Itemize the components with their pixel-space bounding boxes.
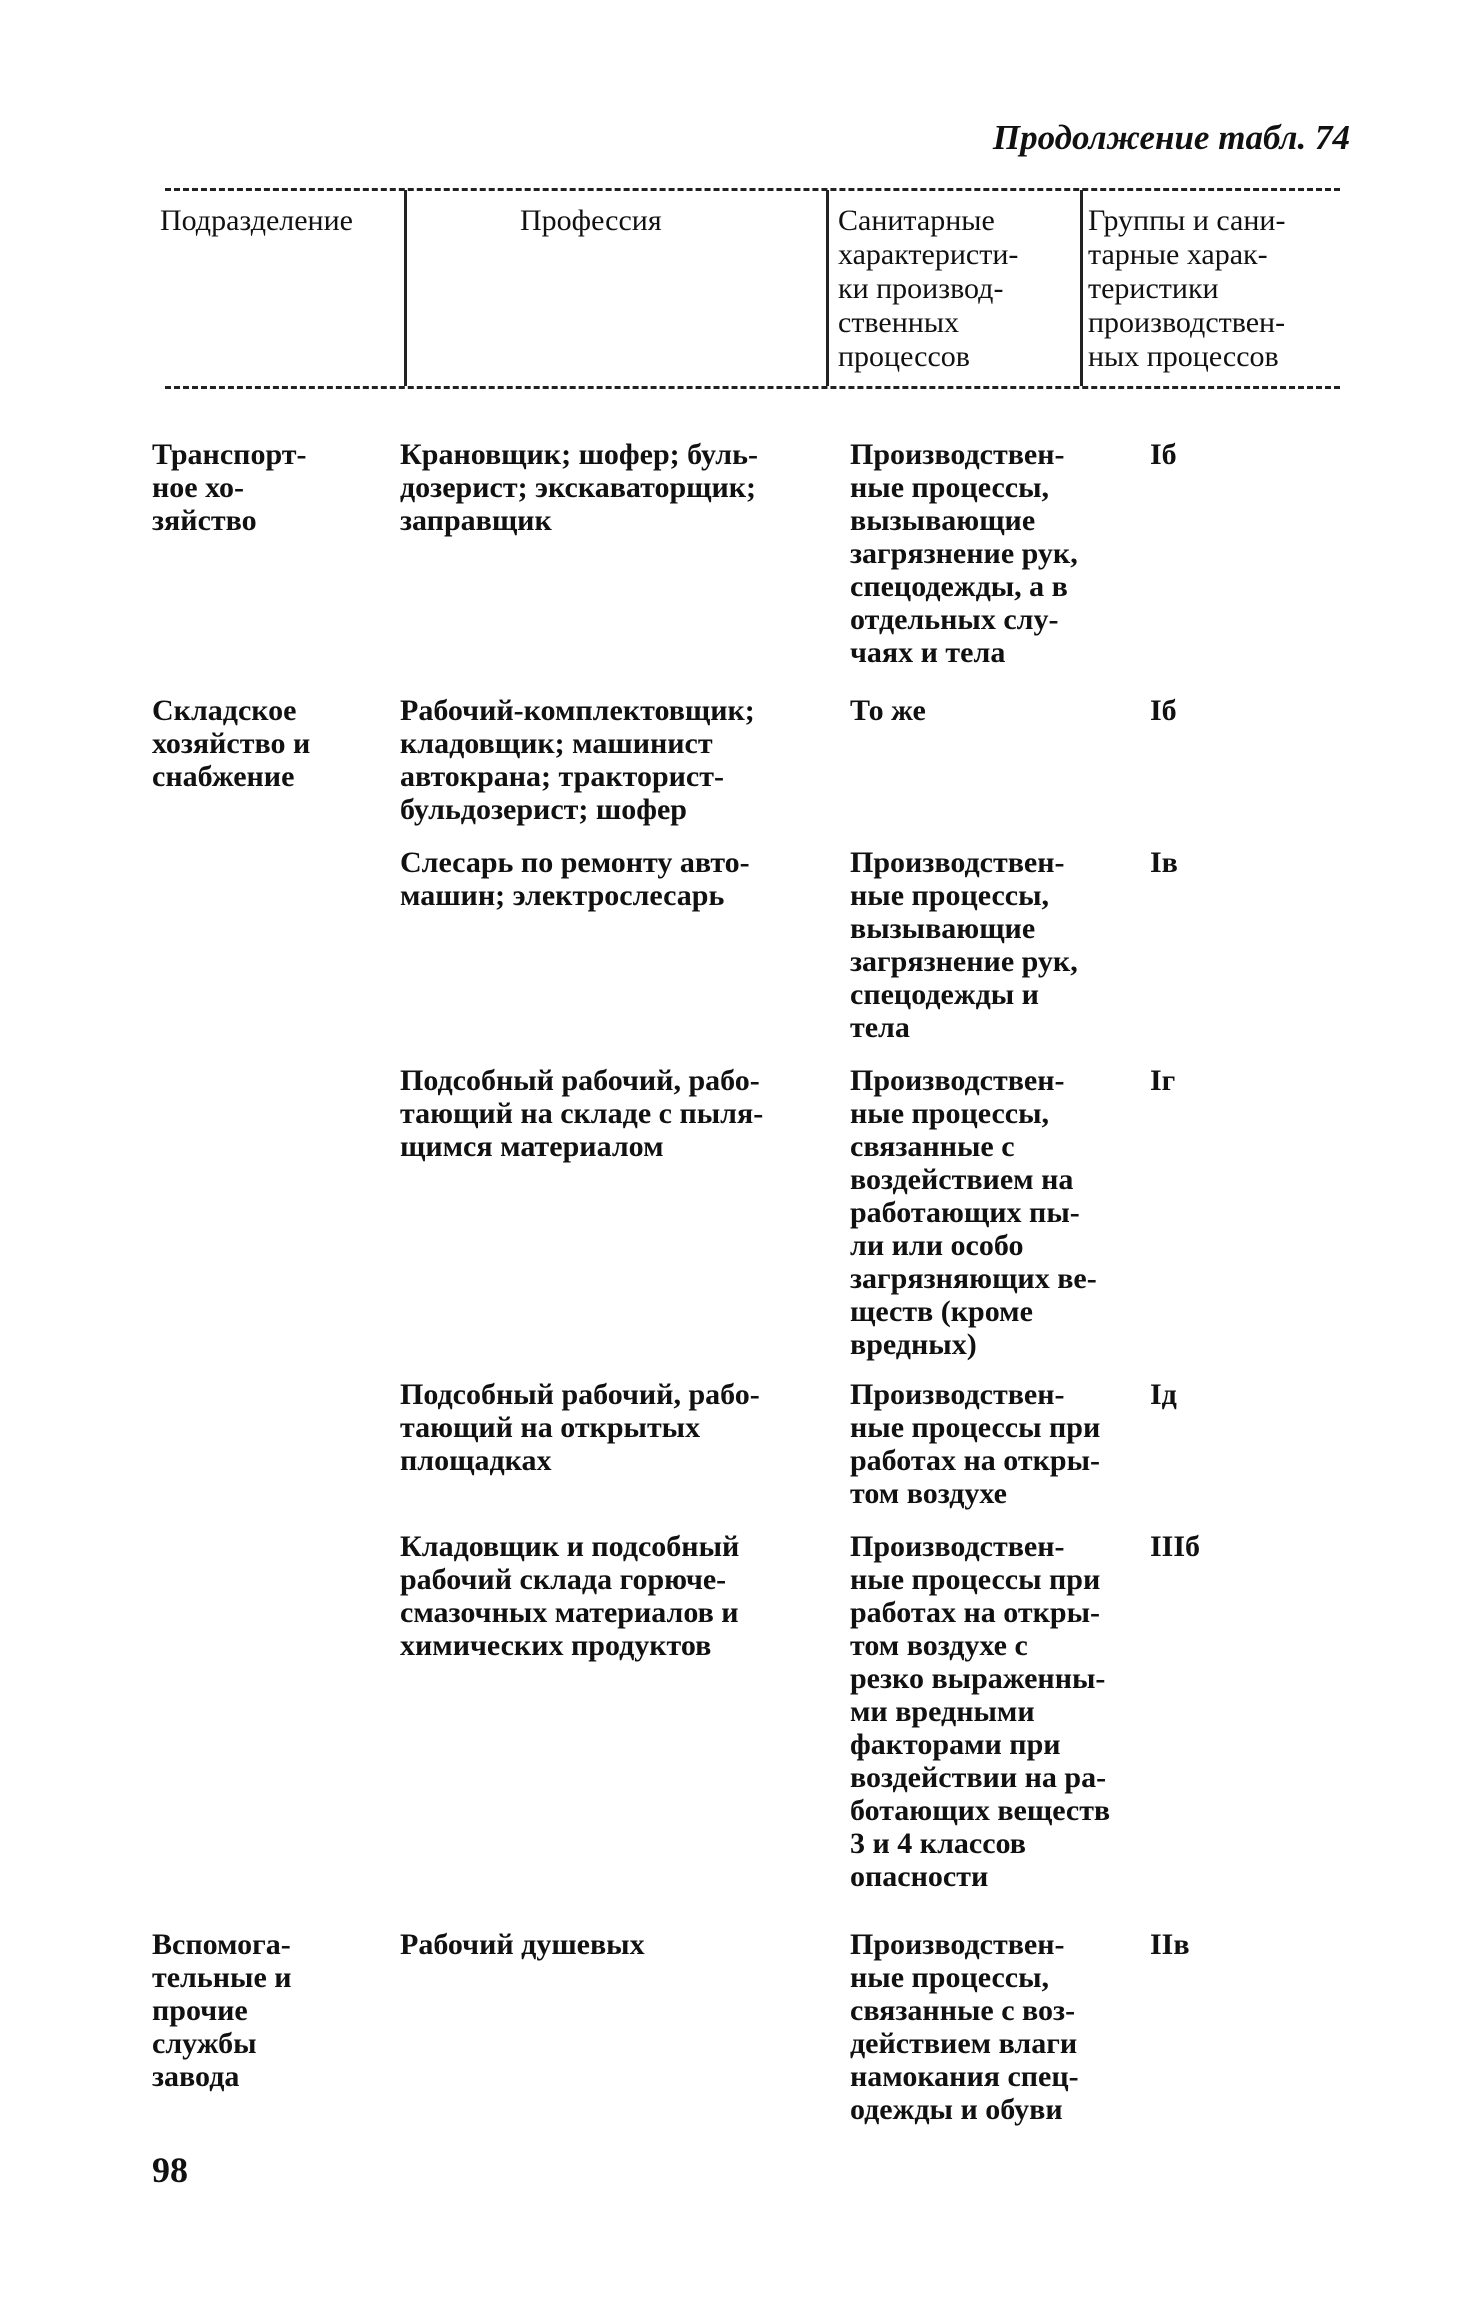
row-5-characteristics: Производствен- ные процессы при работах на откры- том воздухе [850,1378,1101,1510]
row-3-characteristics: Производствен- ные процессы, вызывающие загрязнение рук, спецодежды и тела [850,846,1078,1044]
header-divider-2 [826,190,829,386]
row-1-profession: Крановщик; шофер; буль- дозерист; экскаваторщик; заправщик [400,438,758,537]
row-4-characteristics: Производствен- ные процессы, связанные с воздействием на работающих пы- ли или особо загрязняющих ве- ществ (кроме вредных) [850,1064,1097,1361]
row-2-division: Складское хозяйство и снабжение [152,694,311,793]
header-profession: Профессия [520,204,662,237]
row-6-profession: Кладовщик и подсобный рабочий склада горюче- смазочных материалов и химических продуктов [400,1530,740,1662]
row-7-characteristics: Производствен- ные процессы, связанные с воз- действием влаги намокания спец- одежды и обуви [850,1928,1079,2126]
table-continuation-caption: Продолжение табл. 74 [992,118,1350,157]
row-3-profession: Слесарь по ремонту авто- машин; электрослесарь [400,846,750,912]
row-1-group: Iб [1150,438,1177,471]
row-2-profession: Рабочий-комплектовщик; кладовщик; машинист автокрана; тракторист- бульдозерист; шофер [400,694,755,826]
row-5-group: Iд [1150,1378,1177,1411]
header-top-rule [165,188,1340,191]
header-divider-3 [1080,190,1083,386]
header-sanitary-characteristics: Санитарные характеристи- ки производ- ственных процессов [838,204,1019,373]
row-1-division: Транспорт- ное хо- зяйство [152,438,307,537]
row-2-group: Iб [1150,694,1177,727]
header-divider-1 [404,190,407,386]
row-7-division: Вспомога- тельные и прочие службы завода [152,1928,292,2093]
row-6-group: IIIб [1150,1530,1201,1563]
header-groups: Группы и сани- тарные харак- теристики производствен- ных процессов [1088,204,1286,373]
row-6-characteristics: Производствен- ные процессы при работах на откры- том воздухе с резко выраженны- ми вредными факторами при воздействии на ра- ботающих веществ 3 и 4 классов опасности [850,1530,1111,1893]
row-1-characteristics: Производствен- ные процессы, вызывающие загрязнение рук, спецодежды, а в отдельных слу- чаях и тела [850,438,1078,669]
row-3-group: Iв [1150,846,1178,879]
row-4-group: Iг [1150,1064,1176,1097]
row-4-profession: Подсобный рабочий, рабо- тающий на складе с пыля- щимся материалом [400,1064,764,1163]
header-bottom-rule [165,386,1340,389]
row-2-characteristics: То же [850,694,926,727]
page-number: 98 [152,2150,188,2190]
header-division: Подразделение [160,204,353,237]
row-7-profession: Рабочий душевых [400,1928,645,1961]
row-5-profession: Подсобный рабочий, рабо- тающий на открытых площадках [400,1378,760,1477]
row-7-group: IIв [1150,1928,1190,1961]
